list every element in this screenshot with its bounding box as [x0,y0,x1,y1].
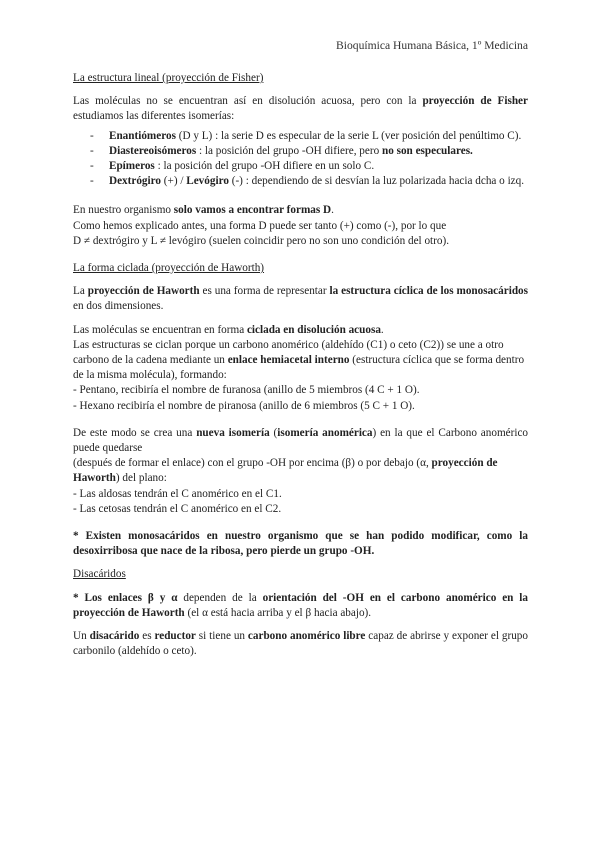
document-body [73,71,528,660]
list-item: - Dextrógiro (+) / Levógiro (-) : dependiendo de si desvían la luz polarizada hacia dcha o izq. [90,175,525,188]
list-item: - Diastereoisómeros : la posición del grupo -OH difiere, pero no son especulares. [90,144,473,157]
haworth-paragraph-9: - Las aldosas tendrán el C anomérico en el C1. [73,487,282,500]
fisher-paragraph-2: Como hemos explicado antes, una forma D puede ser tanto (+) como (-), por lo que [73,219,447,232]
section-heading-disaccharides: Disacáridos [73,568,126,581]
haworth-paragraph-10: - Las cetosas tendrán el C anomérico en el C2. [73,502,282,515]
disaccharide-paragraph-2: Un disacárido es reductor si tiene un carbono anomérico libre capaz de abrirse y exponer el grupo carbonilo (aldehído o ceto). [73,630,528,658]
monosaccharide-note: * Existen monosacáridos en nuestro organismo que se han podido modificar, como la desoxirribosa que nace de la ribosa, pero pierde un grupo -OH. [73,530,528,558]
haworth-paragraph-8: (después de formar el enlace) con el grupo -OH por encima (β) o por debajo (α, proyección de Haworth) del plano: [73,457,498,485]
fisher-paragraph-3: D ≠ dextrógiro y L ≠ levógiro (suelen coincidir pero no son uno condición del otro). [73,234,449,247]
isomerism-list [73,129,528,190]
haworth-paragraph-5: - Pentano, recibiría el nombre de furanosa (anillo de 5 miembros (4 C + 1 O). [73,384,420,397]
haworth-paragraph-3: Las estructuras se ciclan porque un carbono anomérico (aldehído (C1) o ceto (C2)) se une a otro [73,338,504,351]
fisher-paragraph-1: En nuestro organismo solo vamos a encontrar formas D. [73,204,334,217]
section-heading-fisher: La estructura lineal (proyección de Fisher) [73,72,264,84]
haworth-paragraph-7: De este modo se crea una nueva isomería (isomería anomérica) en la que el Carbono anomérico puede quedarse [73,426,528,455]
section-heading-haworth: La forma ciclada (proyección de Haworth) [73,262,265,275]
list-item: - Epímeros : la posición del grupo -OH difiere en un solo C. [90,160,375,173]
haworth-paragraph-1: La proyección de Haworth es una forma de representar la estructura cíclica de los monosacáridos en dos dimensiones. [73,285,528,313]
list-item: - Enantiómeros (D y L) : la serie D es especular de la serie L (ver posición del penúltimo C). [90,129,522,142]
fisher-intro: Las moléculas no se encuentran así en disolución acuosa, pero con la proyección de Fisher estudiamos las diferentes isomerías: [73,95,528,123]
haworth-paragraph-2: Las moléculas se encuentran en forma ciclada en disolución acuosa. [73,323,384,336]
haworth-paragraph-4: carbono de la cadena mediante un enlace hemiacetal interno (estructura cíclica que se forma dentro de la misma molécula), formando: [73,354,525,382]
page-header: Bioquímica Humana Básica, 1º Medicina [336,39,528,52]
disaccharide-paragraph-1: * Los enlaces β y α dependen de la orientación del -OH en el carbono anomérico en la proyección de Haworth (el α está hacia arriba y el β hacia abajo). [73,591,529,619]
haworth-paragraph-6: - Hexano recibiría el nombre de piranosa (anillo de 6 miembros (5 C + 1 O). [73,399,415,412]
